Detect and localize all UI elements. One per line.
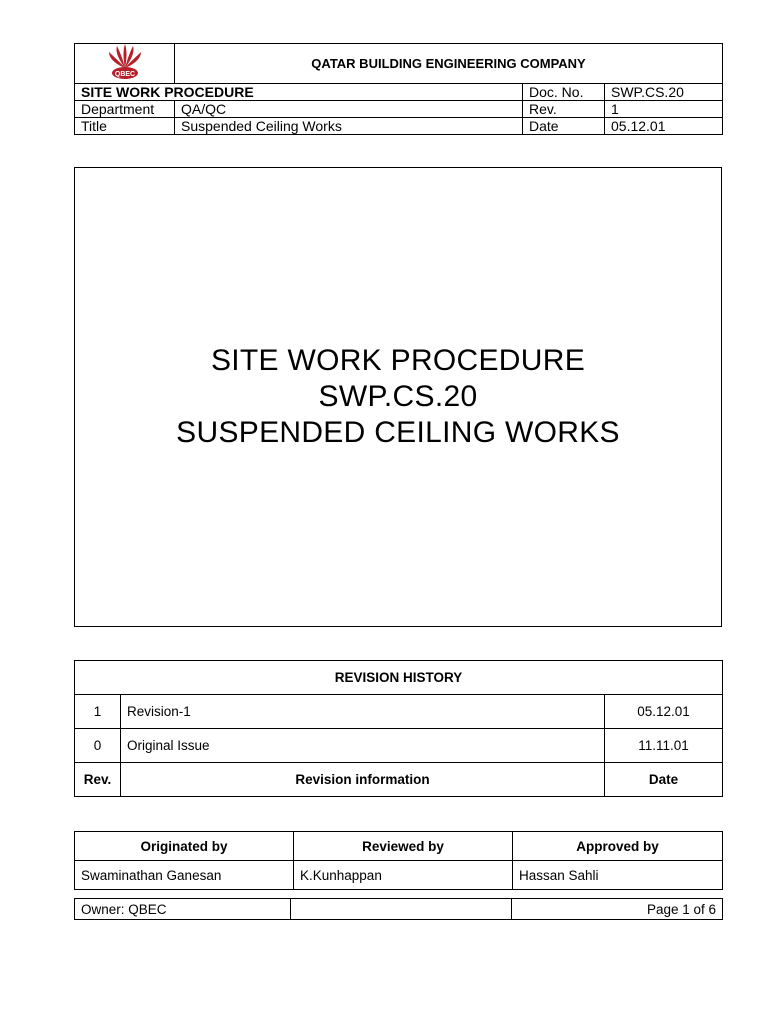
revision-column-headers <box>75 763 723 797</box>
department-value: QA/QC <box>175 101 523 118</box>
reviewed-by-header: Reviewed by <box>294 832 513 861</box>
document-header-table <box>74 43 723 135</box>
header-row-procedure <box>75 84 723 101</box>
revision-number: 0 <box>75 729 121 763</box>
revision-info: Original Issue <box>121 729 605 763</box>
revision-info: Revision-1 <box>121 695 605 729</box>
header-row-title <box>75 118 723 135</box>
revision-date: 11.11.01 <box>605 729 723 763</box>
title-label: Title <box>75 118 175 135</box>
approval-table <box>74 831 723 890</box>
approval-headers <box>75 832 723 861</box>
table-row <box>75 729 723 763</box>
page-number: Page 1 of 6 <box>512 899 723 920</box>
approver-name: Hassan Sahli <box>513 861 723 890</box>
reviewer-name: K.Kunhappan <box>294 861 513 890</box>
table-row <box>75 695 723 729</box>
originated-by-header: Originated by <box>75 832 294 861</box>
title-line-procedure: SITE WORK PROCEDURE <box>210 344 586 377</box>
company-logo <box>75 44 175 84</box>
doc-no-value: SWP.CS.20 <box>605 84 723 101</box>
date-value: 05.12.01 <box>605 118 723 135</box>
revision-number: 1 <box>75 695 121 729</box>
footer-middle-cell <box>291 899 512 920</box>
info-column-header: Revision information <box>121 763 605 797</box>
department-label: Department <box>75 101 175 118</box>
date-column-header: Date <box>605 763 723 797</box>
company-name: QATAR BUILDING ENGINEERING COMPANY <box>175 44 723 84</box>
revision-history-heading: REVISION HISTORY <box>75 661 723 695</box>
document-title-box <box>74 167 722 627</box>
procedure-label: SITE WORK PROCEDURE <box>75 84 523 101</box>
title-line-doc-number: SWP.CS.20 <box>318 380 478 413</box>
approved-by-header: Approved by <box>513 832 723 861</box>
rev-column-header: Rev. <box>75 763 121 797</box>
doc-no-label: Doc. No. <box>523 84 605 101</box>
document-footer <box>74 898 723 920</box>
title-line-subject: SUSPENDED CEILING WORKS <box>176 416 620 449</box>
originator-name: Swaminathan Ganesan <box>75 861 294 890</box>
revision-history-table <box>74 660 723 797</box>
rev-value: 1 <box>605 101 723 118</box>
approval-names <box>75 861 723 890</box>
owner-label: Owner: QBEC <box>75 899 291 920</box>
rev-label: Rev. <box>523 101 605 118</box>
date-label: Date <box>523 118 605 135</box>
revision-date: 05.12.01 <box>605 695 723 729</box>
qbec-shell-logo-icon <box>105 44 145 80</box>
header-row-department <box>75 101 723 118</box>
title-value: Suspended Ceiling Works <box>175 118 523 135</box>
logo-text: QBEC <box>114 71 135 78</box>
